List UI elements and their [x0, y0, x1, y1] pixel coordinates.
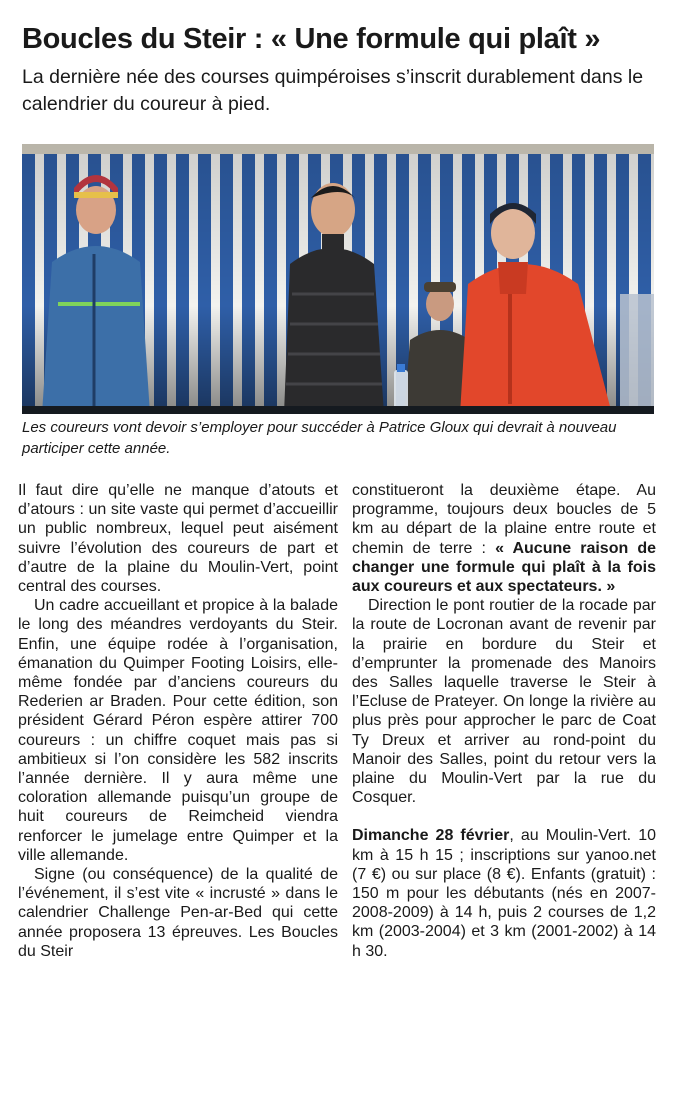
event-date: Dimanche 28 février [352, 827, 510, 845]
paragraph: Il faut dire qu’elle ne manque d’atouts et d’atours : un site vaste qui permet d’accueillir un public nombreux, lequel peut aisément suivre l’évolution des coureurs de part et d’autre de la plaine du Moulin-Vert, point central des courses. [18, 482, 338, 596]
article-headline: Boucles du Steir : « Une formule qui plaît » [22, 23, 601, 55]
paragraph: Signe (ou conséquence) de la qualité de l’événement, il s’est vite « incrusté » dans le calendrier Challenge Pen-ar-Bed qui cette année proposera 13 épreuves. Les Boucles du Steir [18, 866, 338, 960]
article-column-left [18, 481, 338, 961]
practical-info [352, 826, 656, 960]
paragraph-text: constitueront la deuxième étape. Au programme, toujours deux boucles de 5 km au départ de la plaine entre route et chemin de terre : [352, 482, 656, 557]
article-column-right [352, 481, 656, 961]
photo-caption: Les coureurs vont devoir s’employer pour succéder à Patrice Gloux qui devrait à nouveau participer cette année. [22, 419, 617, 457]
article-photo [22, 144, 654, 414]
organizer-quote: « Aucune raison de changer une formule qui plaît à la fois aux coureurs et aux spectateurs. » [352, 539, 657, 596]
paragraph: Un cadre accueillant et propice à la balade le long des méandres verdoyants du Steir. Enfin, une équipe rodée à l’organisation, émanation du Quimper Footing Loisirs, elle-même fondée par d’anciens coureurs du Rederien ar Braden. Pour cette édition, son président Gérard Péron espère attirer 700 coureurs : un chiffre coquet mais pas si ambitieux si l’on considère les 582 inscrits l’année dernière. Il y aura même une coloration allemande puisqu’un groupe de huit coureurs de Reimcheid viendra renforcer le jumelage entre Quimper et la ville allemande. [18, 597, 338, 864]
article-standfirst: La dernière née des courses quimpéroises s’inscrit durablement dans le calendrier du coureur à pied. [22, 66, 644, 115]
paragraph: Direction le pont routier de la rocade par la route de Locronan avant de revenir par la prairie en bordure du Steir et d’emprunter la promenade des Manoirs des Salles laquelle traverse le Steir à l’Ecluse de Prateyer. On longe la rivière au plus près pour approcher le parc de Coat Ty Dreux et arriver au rond-point du Manoir des Salles, point du retour vers la plaine du Moulin-Vert par la rue du Cosquer. [352, 597, 656, 807]
paragraph [352, 481, 656, 596]
practical-info-text: , au Moulin-Vert. 10 km à 15 h 15 ; inscriptions sur yanoo.net (7 €) ou sur place (8 €). Enfants (gratuit) : 150 m pour les débutants (nés en 2007-2008-2009) à 14 h, puis 2 courses de 1,2 km (2003-2004) et 3 km (2001-2002) à 14 h 30. [352, 827, 657, 960]
